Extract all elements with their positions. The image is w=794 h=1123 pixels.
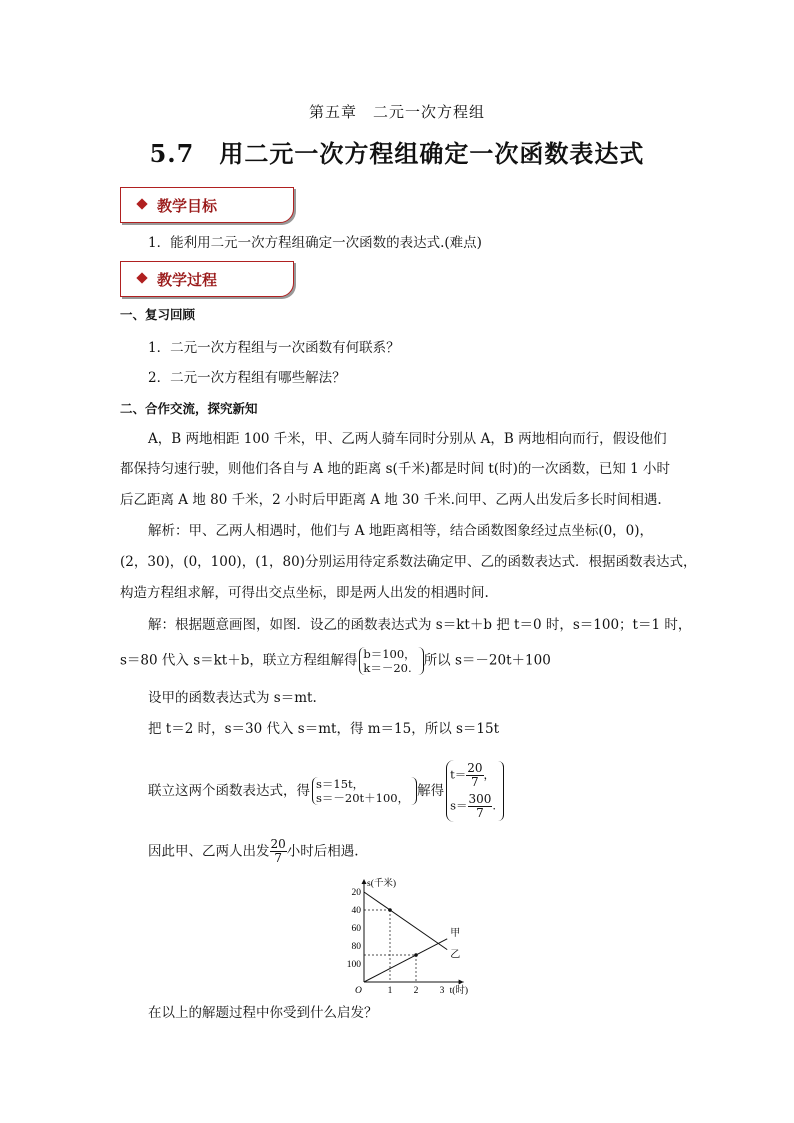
y-axis-arrow — [362, 879, 367, 884]
solution-line-5 — [148, 760, 504, 830]
diamond-icon — [136, 272, 147, 283]
page-title: 5.7 用二元一次方程组确定一次函数表达式 — [149, 139, 645, 168]
goals-section-label: 教学目标 — [157, 197, 218, 215]
x-axis-label: t(时) — [449, 986, 469, 995]
goals-section-box — [120, 187, 294, 223]
data-point — [414, 953, 418, 957]
series-label-yi: 乙 — [450, 949, 461, 961]
x-axis-arrow — [459, 980, 464, 985]
solution-line-4: 把 t＝2 时，s＝30 代入 s＝mt，得 m＝15，所以 s＝15t — [148, 721, 500, 737]
review-question-2: 2．二元一次方程组有哪些解法？ — [148, 370, 346, 386]
problem-line-1: A，B 两地相距 100 千米，甲、乙两人骑车同时分别从 A，B 两地相向而行，假设他们 — [148, 431, 667, 447]
solution-line-1: 解：根据题意画图，如图．设乙的函数表达式为 s＝kt＋b 把 t＝0 时，s＝100；t＝1 时， — [148, 617, 692, 633]
data-point — [388, 908, 392, 912]
y-axis-label: s(千米) — [367, 879, 397, 889]
solution-line-5-solve: 解得 — [417, 783, 445, 799]
distance-time-chart — [330, 870, 490, 995]
y-tick-label: 100 — [346, 960, 361, 970]
problem-line-2: 都保持匀速行驶，则他们各自与 A 地的距离 s(千米)都是时间 t(时)的一次函数，已知 1 小时 — [120, 461, 671, 477]
meet-time-fraction: $\frac{20}{7}$ — [270, 837, 286, 865]
goal-item: 1．能利用二元一次方程组确定一次函数的表达式.(难点) — [148, 235, 482, 251]
analysis-line-3: 构造方程组求解，可得出交点坐标，即是两人出发的相遇时间. — [120, 585, 489, 601]
problem-line-3: 后乙距离 A 地 80 千米，2 小时后甲距离 A 地 30 千米.问甲、乙两人出发后多长时间相遇. — [120, 492, 662, 508]
solution-line-2 — [120, 647, 551, 675]
origin-label: O — [355, 986, 362, 995]
x-tick-label: 1 — [387, 986, 393, 995]
review-heading: 一、复习回顾 — [120, 307, 196, 322]
process-section-box — [120, 261, 294, 297]
series-label-jia: 甲 — [450, 927, 461, 939]
y-tick-label: 60 — [351, 924, 361, 934]
y-tick-label: 80 — [351, 942, 361, 952]
reflection-question: 在以上的解题过程中你受到什么启发？ — [148, 1005, 378, 1021]
diamond-icon — [136, 198, 147, 209]
solution-line-6: 因此甲、乙两人出发 $\frac{20}{7}$ 小时后相遇. — [148, 837, 359, 865]
equation-system-3-close — [498, 761, 504, 821]
solution-line-5-text: 联立这两个函数表达式，得 — [148, 783, 310, 799]
y-tick-label: 40 — [351, 906, 361, 916]
chapter-heading: 第五章 二元一次方程组 — [308, 103, 485, 121]
solution-line-3: 设甲的函数表达式为 s＝mt. — [148, 690, 317, 706]
y-tick-label: 20 — [351, 888, 361, 898]
series-line-yi — [364, 892, 447, 950]
solution-line-2-result: 所以 s＝－20t＋100 — [423, 652, 551, 669]
analysis-line-1: 解析：甲、乙两人相遇时，他们与 A 地距离相等，结合函数图象经过点坐标(0，0)， — [148, 523, 654, 539]
x-tick-label: 2 — [413, 986, 419, 995]
equation-system-1: b＝100， k＝－20. — [359, 647, 415, 675]
explore-heading: 二、合作交流，探究新知 — [120, 401, 258, 416]
equation-system-3: t＝ $\frac{20}{7}$ ， s＝ $\frac{300}{7}$ . — [446, 760, 496, 822]
process-section-label: 教学过程 — [157, 271, 218, 289]
solution-line-2-text: s＝80 代入 s＝kt＋b，联立方程组解得 — [120, 652, 358, 669]
x-tick-label: 3 — [439, 986, 445, 995]
analysis-line-2: (2，30)，(0，100)，(1，80)分别运用待定系数法确定甲、乙的函数表达式．根据函数表达式， — [120, 554, 697, 570]
review-question-1: 1．二元一次方程组与一次函数有何联系？ — [148, 340, 400, 356]
equation-system-2: s＝15t， s＝－20t＋100， — [312, 777, 409, 805]
series-line-jia — [364, 939, 447, 982]
